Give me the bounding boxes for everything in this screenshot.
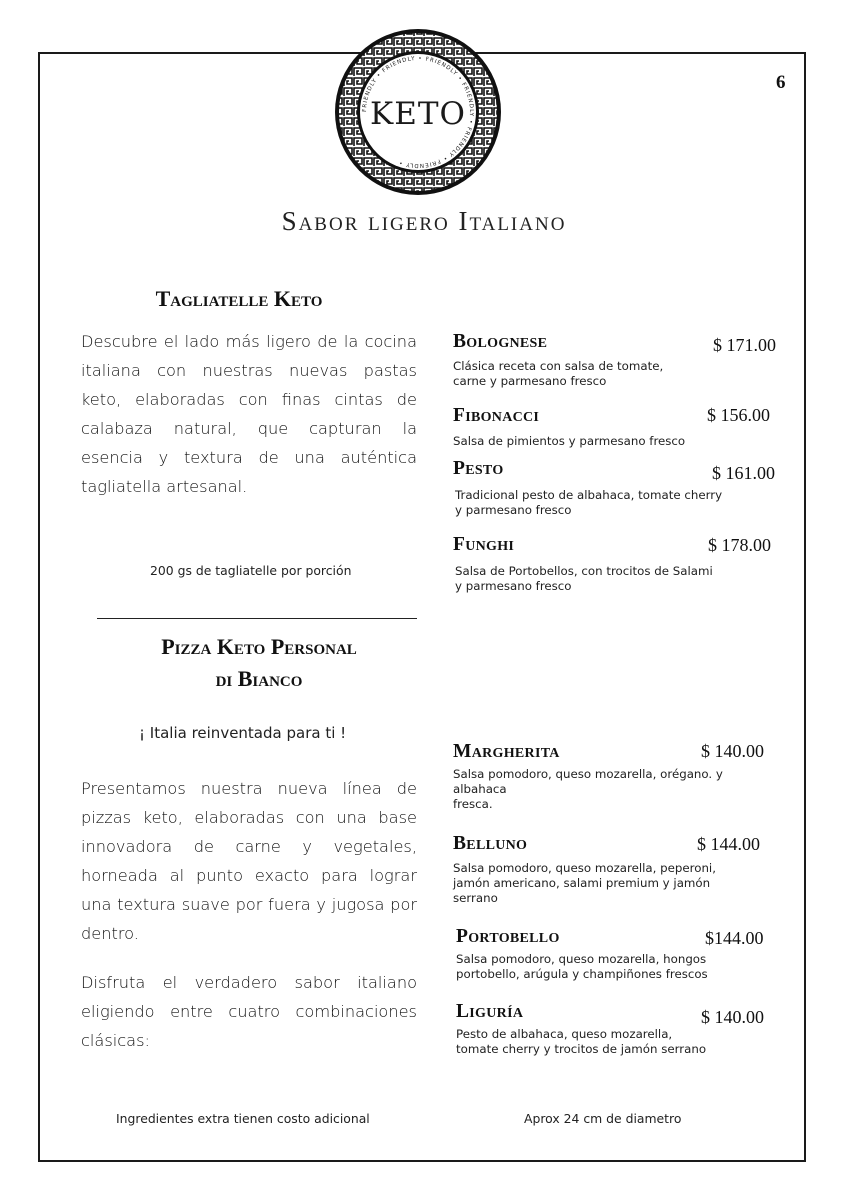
extra-ingredients-note: Ingredientes extra tienen costo adicional [116, 1111, 370, 1126]
item-price-margherita: $ 140.00 [701, 741, 764, 761]
item-price-funghi: $ 178.00 [708, 535, 771, 555]
logo-ring-text: FRIENDLY • FRIENDLY • FRIENDLY • FRIENDLY • FRIENDLY • FRIENDLY • [361, 55, 475, 169]
item-desc-bolognese: Clásica receta con salsa de tomate, carne y parmesano fresco [453, 359, 664, 388]
section-divider [97, 618, 417, 619]
tagliatelle-title: Tagliatelle Keto [155, 286, 323, 311]
page-number: 6 [776, 72, 786, 93]
item-name-funghi: Funghi [453, 534, 515, 555]
portion-note: 200 gs de tagliatelle por porción [150, 563, 352, 578]
keto-logo [333, 27, 503, 197]
item-name-pesto: Pesto [453, 458, 504, 479]
menu-subtitle: Sabor ligero Italiano [281, 206, 567, 236]
item-name-liguria: Liguría [456, 1001, 524, 1022]
item-price-belluno: $ 144.00 [697, 834, 760, 854]
item-desc-belluno: Salsa pomodoro, queso mozarella, peperoni, jamón americano, salami premium y jamón serrano [453, 861, 716, 905]
item-price-liguria: $ 140.00 [701, 1007, 764, 1027]
logo-text: KETO [370, 96, 466, 132]
item-desc-pesto: Tradicional pesto de albahaca, tomate cherry y parmesano fresco [455, 488, 723, 517]
pizza-description-1: Presentamos nuestra nueva línea de pizzas keto, elaboradas con una base innovadora de carne y vegetales, horneada al punto exacto para lograr una textura suave por fuera y jugosa por dentro. [81, 779, 417, 943]
item-name-margherita: Margherita [453, 741, 560, 762]
tagliatelle-description: Descubre el lado más ligero de la cocina italiana con nuestras nuevas pastas keto, elaboradas con finas cintas de calabaza natural, que capturan la esencia y textura de una auténtica tagliatella artesanal. [81, 332, 417, 496]
pizza-size-note: Aprox 24 cm de diametro [524, 1111, 682, 1126]
item-name-fibonacci: Fibonacci [453, 405, 540, 426]
item-name-belluno: Belluno [453, 833, 528, 854]
pizza-tagline: ¡ Italia reinventada para ti ! [139, 724, 347, 742]
pizza-title: Pizza Keto Personal di Bianco [161, 634, 357, 691]
item-name-bolognese: Bolognese [453, 331, 548, 352]
item-desc-fibonacci: Salsa de pimientos y parmesano fresco [453, 434, 686, 448]
pizza-description-2: Disfruta el verdadero sabor italiano eligiendo entre cuatro combinaciones clásicas: [81, 973, 417, 1050]
item-price-fibonacci: $ 156.00 [707, 405, 770, 425]
item-name-portobello: Portobello [456, 926, 560, 947]
item-price-pesto: $ 161.00 [712, 463, 775, 483]
item-price-bolognese: $ 171.00 [713, 335, 776, 355]
item-desc-liguria: Pesto de albahaca, queso mozarella, tomate cherry y trocitos de jamón serrano [456, 1027, 707, 1056]
item-price-portobello: $144.00 [705, 928, 764, 948]
item-desc-margherita: Salsa pomodoro, queso mozarella, orégano. y albahaca fresca. [453, 767, 723, 811]
item-desc-portobello: Salsa pomodoro, queso mozarella, hongos portobello, arúgula y champiñones frescos [456, 952, 708, 981]
item-desc-funghi: Salsa de Portobellos, con trocitos de Salami y parmesano fresco [455, 564, 713, 593]
